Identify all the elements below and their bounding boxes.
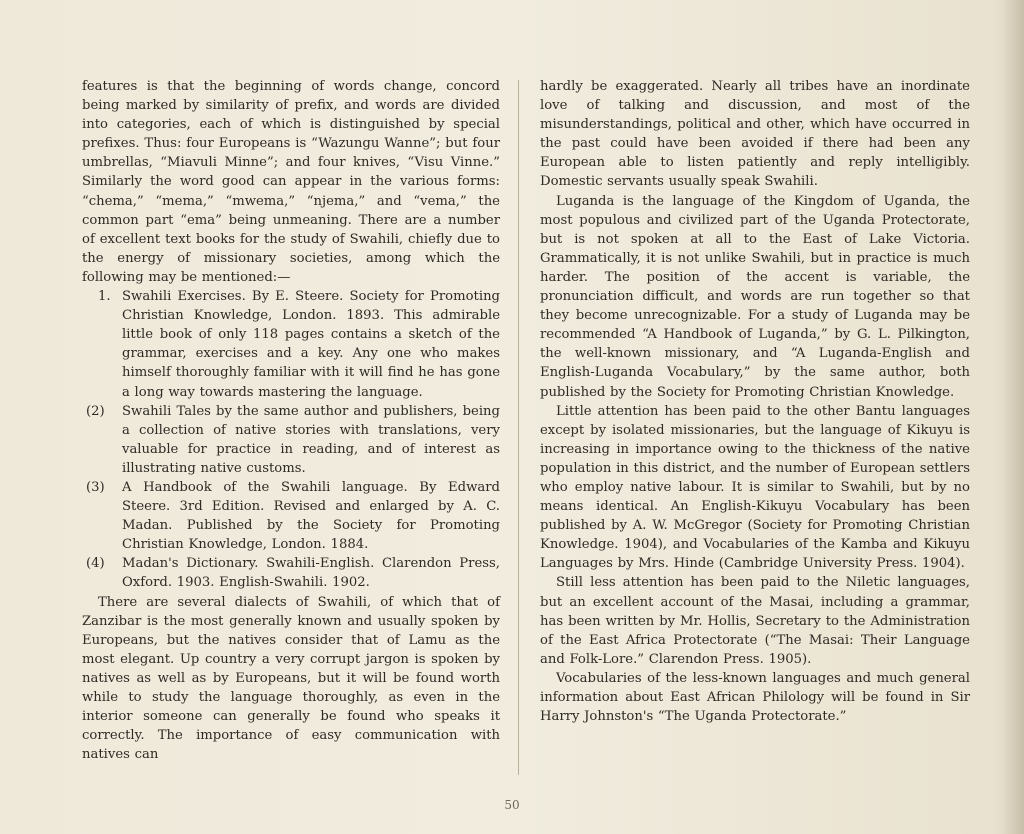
page-edge-shadow <box>1002 0 1024 834</box>
book-text-4: Madan's Dictionary. Swahili-English. Clarendon Press, Oxford. 1903. English-Swahili. 1902. <box>122 556 500 591</box>
left-column <box>82 77 500 764</box>
page-number: 50 <box>504 798 520 812</box>
book-text-1: Swahili Exercises. By E. Steere. Society for Promoting Christian Knowledge, London. 1893. This admirable little book of only 118 pages contains a sketch of the grammar, exercises and a key. Any one who makes himself thoroughly familiar with it will find he has gone a long way towards mastering the language. <box>122 289 500 400</box>
kikuyu-paragraph: Little attention has been paid to the other Bantu languages except by isolated missionaries, but the language of Kikuyu is increasing in importance owing to the thickness of the native population in this district, and the number of European settlers who employ native labour. It is similar to Swahili, but by no means identical. An English-Kikuyu Vocabulary has been published by A. W. McGregor (Society for Promoting Christian Knowledge. 1904), and Vocabularies of the Kamba and Kikuyu Languages by Mrs. Hinde (Cambridge University Press. 1904). <box>540 403 970 572</box>
book-text-2: Swahili Tales by the same author and publishers, being a collection of native stories with translations, very valuable for practice in reading, and of interest as illustrating native customs. <box>122 403 500 476</box>
dialects-paragraph: There are several dialects of Swahili, of which that of Zanzibar is the most generally known and usually spoken by Europeans, but the natives consider that of Lamu as the most elegant. Up country a very corrupt jargon is spoken by natives as well as by Europeans, but it will be found worth while to study the language thoroughly, as even in the interior someone can generally be found who speaks it correctly. The importance of easy communication with natives can <box>82 594 500 763</box>
right-column <box>540 77 970 726</box>
niletic-paragraph: Still less attention has been paid to the Niletic languages, but an excellent account of the Masai, including a grammar, has been written by Mr. Hollis, Secretary to the Administration of the East Africa Protectorate (“The Masai: Their Language and Folk-Lore.” Clarendon Press. 1905). <box>540 575 970 667</box>
vocabularies-paragraph: Vocabularies of the less-known languages and much general information about East African Philology will be found in Sir Harry Johnston's “The Uganda Protectorate.” <box>540 670 970 725</box>
column-divider <box>518 80 519 775</box>
book-list <box>82 287 500 593</box>
book-item-1 <box>82 287 500 402</box>
intro-paragraph: features is that the beginning of words change, concord being marked by similarity of prefix, and words are divided into categories, each of which is distinguished by special prefixes. Thus: four Europeans is “Wazungu Wanne”; but four umbrellas, “Miavuli Minne”; and four knives, “Visu Vinne.” Similarly the word good can appear in the various forms: “chema,” “mema,” “mwema,” “njema,” and “vema,” the common part “ema” being unmeaning. There are a number of excellent text books for the study of Swahili, chiefly due to the energy of missionary societies, among which the following may be mentioned:— <box>82 79 500 285</box>
communication-paragraph: hardly be exaggerated. Nearly all tribes have an inordinate love of talking and discussion, and most of the misunderstandings, political and other, which have occurred in the past could have been avoided if there had been any European able to listen patiently and reply intelligibly. Domestic servants usually speak Swahili. <box>540 79 970 190</box>
book-item-3 <box>82 478 500 554</box>
book-number-1: 1. <box>98 289 111 305</box>
book-number-3: (3) <box>86 479 105 495</box>
book-text-3: A Handbook of the Swahili language. By Edward Steere. 3rd Edition. Revised and enlarged by A. C. Madan. Published by the Society for Promoting Christian Knowledge, London. 1884. <box>122 479 500 553</box>
luganda-paragraph: Luganda is the language of the Kingdom of Uganda, the most populous and civilized part of the Uganda Protectorate, but is not spoken at all to the East of Lake Victoria. Grammatically, it is not unlike Swahili, but in practice is much harder. The position of the accent is variable, the pronunciation difficult, and words are run together so that they become unrecognizable. For a study of Luganda may be recommended “A Handbook of Luganda,” by G. L. Pilkington, the well-known missionary, and “A Luganda-English and English-Luganda Vocabulary,” by the same author, both published by the Society for Promoting Christian Knowledge. <box>540 193 970 400</box>
book-number-2: (2) <box>86 403 105 419</box>
book-number-4: (4) <box>86 556 105 572</box>
book-item-2 <box>82 402 500 478</box>
book-item-4 <box>82 554 500 592</box>
